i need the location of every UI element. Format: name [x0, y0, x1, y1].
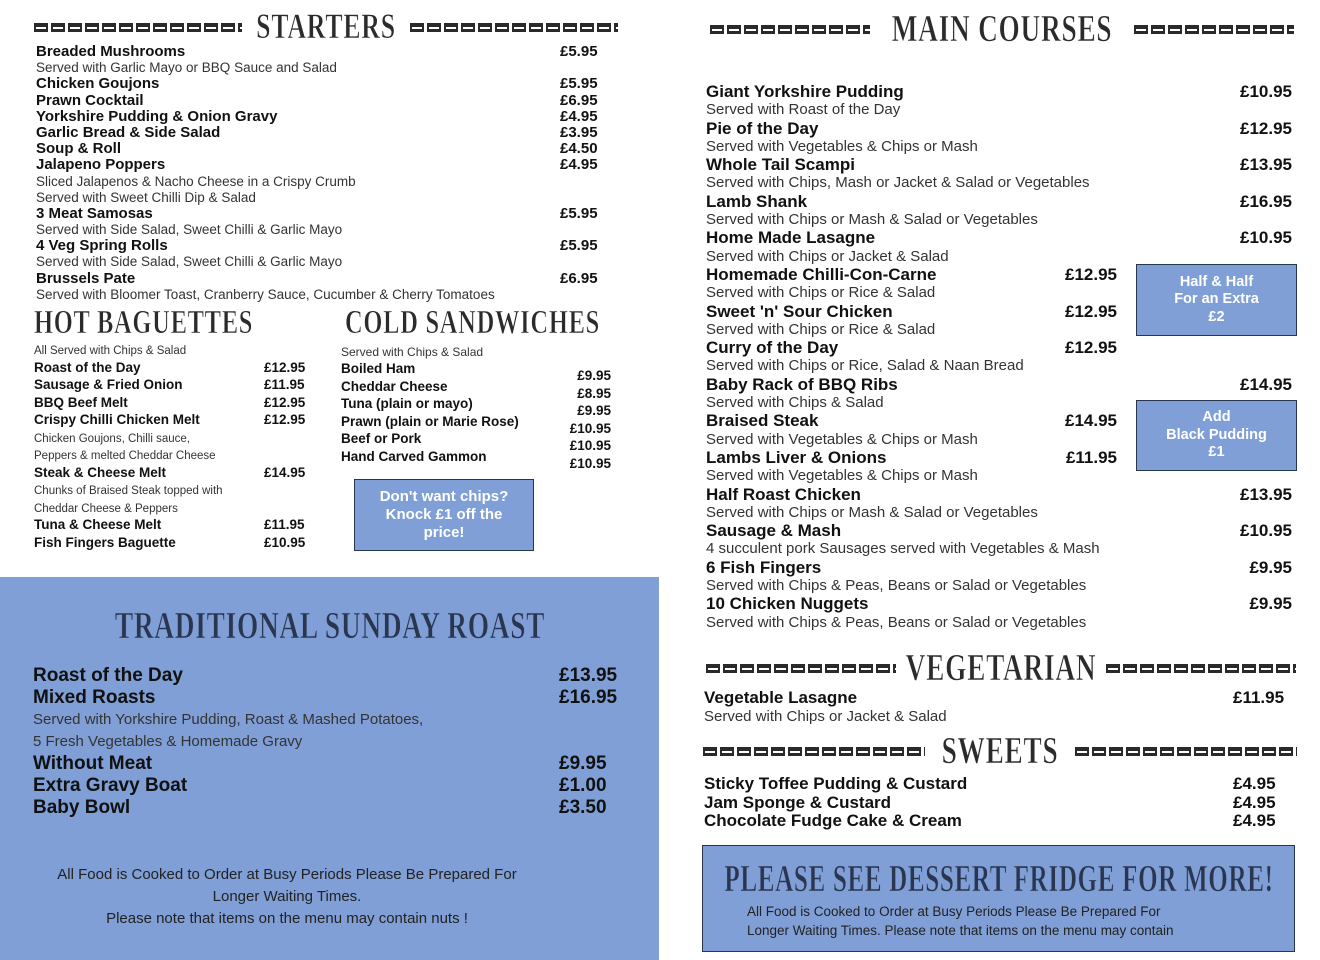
item-name: 4 Veg Spring Rolls [36, 237, 168, 255]
item-description [706, 540, 1294, 558]
item-name: Soup & Roll [36, 140, 121, 158]
menu-item [706, 193, 1294, 211]
item-price: £14.95 [1240, 374, 1292, 394]
divider [710, 25, 870, 34]
item-description [706, 577, 1294, 595]
item-name: Sweet 'n' Sour Chicken [706, 301, 893, 321]
mains-title: MAIN COURSES [891, 8, 1113, 50]
item-description [36, 254, 606, 270]
item-description [34, 446, 324, 464]
item-price: £11.95 [264, 377, 305, 392]
item-name: Whole Tail Scampi [706, 155, 855, 175]
menu-item [36, 93, 606, 109]
description-text: Served with Bloomer Toast, Cranberry Sauce, Cucumber & Cherry Tomatoes [36, 286, 495, 302]
description-text: All Served with Chips & Salad [34, 345, 187, 357]
item-name: Beef or Pork [341, 431, 422, 446]
dessert-notice [747, 902, 1173, 940]
item-price: £8.95 [577, 385, 611, 401]
menu-item [341, 378, 611, 401]
description-text: Served with Chips or Rice & Salad [706, 320, 936, 338]
description-text: Served with Chips or Jacket & Salad [706, 247, 949, 265]
item-description [706, 174, 1294, 192]
item-name: Without Meat [33, 753, 153, 774]
item-name: Roast of the Day [34, 359, 141, 375]
menu-item [33, 797, 633, 819]
item-price: £6.95 [560, 269, 598, 287]
item-name: Jalapeno Poppers [36, 156, 166, 174]
menu-item [704, 794, 1294, 813]
description-text: Served with Chips & Peas, Beans or Salad or Vegetables [706, 577, 1087, 595]
item-price: £12.95 [264, 359, 306, 375]
description-text: Served with Yorkshire Pudding, Roast & Mashed Potatoes, [33, 711, 424, 728]
divider [703, 747, 925, 756]
roast-list [33, 665, 633, 819]
description-text: Served with Chips or Mash & Salad or Vegetables [706, 211, 1038, 229]
item-name: Mixed Roasts [33, 687, 156, 708]
item-price: £16.95 [1240, 191, 1292, 211]
description-text: Served with Chips or Rice & Salad [706, 284, 936, 302]
description-text: Served with Vegetables & Chips or Mash [706, 430, 978, 448]
item-price: £13.95 [559, 665, 618, 686]
item-name: Breaded Mushrooms [36, 43, 186, 60]
item-name: 10 Chicken Nuggets [706, 594, 869, 614]
sandwiches-title: COLD SANDWICHES [345, 304, 600, 341]
item-price: £9.95 [1249, 594, 1292, 614]
item-name: Prawn (plain or Marie Rose) [341, 413, 519, 429]
item-name: Lambs Liver & Onions [706, 447, 887, 467]
item-name: Fish Fingers Baguette [34, 534, 176, 550]
item-name: Lamb Shank [706, 191, 808, 211]
description-text: 5 Fresh Vegetables & Homemade Gravy [33, 733, 303, 750]
menu-item [706, 339, 1294, 357]
menu-item [341, 360, 611, 383]
menu-item [36, 109, 606, 125]
item-price: £10.95 [569, 420, 611, 436]
item-description [33, 731, 633, 753]
divider [706, 664, 896, 673]
no-chips-offer [354, 479, 534, 551]
item-name: Curry of the Day [706, 338, 839, 358]
item-description [36, 174, 606, 190]
item-name: Baby Bowl [33, 797, 131, 818]
item-name: Garlic Bread & Side Salad [36, 123, 221, 141]
item-price: £10.95 [1240, 228, 1292, 248]
item-name: Jam Sponge & Custard [704, 792, 892, 812]
notice-line: All Food is Cooked to Order at Busy Periods Please Be Prepared For [747, 904, 1161, 919]
item-description [36, 60, 606, 76]
item-name: Sausage & Mash [706, 521, 842, 541]
offer-line: price! [423, 524, 465, 541]
item-price: £10.95 [264, 534, 306, 550]
item-price: £11.95 [264, 517, 305, 532]
menu-item [706, 376, 1294, 394]
description-text: Chunks of Braised Steak topped with [34, 485, 223, 497]
menu-item [36, 76, 606, 92]
item-name: Homemade Chilli-Con-Carne [706, 264, 937, 284]
item-price: £14.95 [1065, 411, 1117, 431]
item-price: £9.95 [559, 753, 607, 774]
sweets-title: SWEETS [941, 730, 1059, 772]
offer-line: Add [1202, 409, 1231, 426]
item-price: £6.95 [560, 91, 598, 109]
description-text: Peppers & melted Cheddar Cheese [34, 450, 216, 462]
item-price: £4.95 [560, 107, 598, 125]
item-price: £3.95 [560, 123, 598, 141]
menu-item [704, 812, 1294, 831]
item-price: £11.95 [1233, 688, 1285, 707]
half-and-half-offer [1136, 264, 1297, 336]
description-text: Served with Chips or Rice, Salad & Naan Bread [706, 357, 1024, 375]
menu-item [706, 83, 1294, 101]
menu-item [34, 516, 324, 534]
item-description [706, 101, 1294, 119]
description-text: Served with Side Salad, Sweet Chilli & Garlic Mayo [36, 254, 343, 270]
item-price: £14.95 [264, 464, 306, 480]
divider [34, 23, 242, 32]
notice-line: Longer Waiting Times. Please note that items on the menu may contain [747, 923, 1174, 938]
item-price: £12.95 [1240, 118, 1292, 138]
item-name: Chicken Goujons [36, 75, 160, 93]
item-price: £10.95 [569, 438, 611, 453]
item-price: £5.95 [560, 237, 598, 255]
description-text: Served with Roast of the Day [706, 101, 901, 119]
item-name: Steak & Cheese Melt [34, 464, 167, 480]
item-name: Tuna & Cheese Melt [34, 517, 162, 532]
description-text: Served with Vegetables & Chips or Mash [706, 137, 978, 155]
item-description [34, 499, 324, 517]
footer-line: Please note that items on the menu may contain nuts ! [106, 910, 468, 927]
description-text: Served with Chips & Salad [706, 394, 884, 412]
menu-item [34, 464, 324, 482]
dessert-title: PLEASE SEE DESSERT FRIDGE FOR MORE! [723, 858, 1274, 900]
offer-line: Don't want chips? [379, 488, 509, 505]
menu-item [33, 665, 633, 687]
item-name: Half Roast Chicken [706, 484, 861, 504]
menu-item [341, 413, 611, 436]
item-name: Home Made Lasagne [706, 228, 876, 248]
menu-item [36, 141, 606, 157]
footer-line: All Food is Cooked to Order at Busy Periods Please Be Prepared For [57, 866, 517, 883]
menu-item [706, 156, 1294, 174]
item-name: BBQ Beef Melt [34, 394, 128, 410]
menu-item [36, 125, 606, 141]
item-name: Vegetable Lasagne [704, 688, 858, 707]
description-text: 4 succulent pork Sausages served with Vegetables & Mash [706, 540, 1100, 558]
item-price: £10.95 [1240, 82, 1292, 101]
item-name: Chocolate Fudge Cake & Cream [704, 811, 962, 830]
menu-item [706, 559, 1294, 577]
roast-footer [20, 864, 554, 930]
menu-item [36, 238, 606, 254]
menu-item [706, 522, 1294, 540]
offer-line: Half & Half [1179, 273, 1254, 290]
item-description [34, 481, 324, 499]
item-price: £5.95 [560, 43, 598, 60]
menu-item [36, 157, 606, 173]
description-text: Cheddar Cheese & Peppers [34, 502, 178, 515]
item-description [34, 429, 324, 447]
footer-line: Longer Waiting Times. [212, 888, 362, 905]
description-text: Served with Garlic Mayo or BBQ Sauce and Salad [36, 60, 337, 76]
item-description [706, 357, 1294, 375]
item-name: Extra Gravy Boat [33, 775, 188, 796]
item-name: Hand Carved Gammon [341, 448, 487, 464]
description-text: Sliced Jalapenos & Nacho Cheese in a Crispy Crumb [36, 173, 356, 189]
starters-title: STARTERS [256, 6, 396, 46]
menu-item [34, 376, 324, 394]
item-price: £4.95 [1233, 811, 1276, 830]
menu-item [706, 486, 1294, 504]
item-name: Giant Yorkshire Pudding [706, 82, 904, 101]
sweets-header [703, 732, 1297, 770]
description-text: Served with Sweet Chilli Dip & Salad [36, 189, 256, 205]
divider [1075, 747, 1297, 756]
item-name: Crispy Chilli Chicken Melt [34, 412, 200, 427]
item-price: £13.95 [1240, 484, 1292, 504]
item-price: £4.95 [1233, 792, 1276, 812]
item-price: £12.95 [264, 412, 306, 427]
menu-item [704, 775, 1294, 794]
item-description [36, 222, 606, 238]
item-description [706, 211, 1294, 229]
item-price: £1.00 [559, 775, 607, 796]
description-text: Served with Vegetables & Chips or Mash [706, 467, 978, 485]
item-name: Sausage & Fried Onion [34, 377, 183, 392]
item-price: £13.95 [1240, 155, 1292, 175]
starters-header [34, 8, 618, 46]
item-price: £12.95 [1065, 264, 1117, 284]
item-name: Tuna (plain or mayo) [341, 396, 473, 411]
item-description [36, 287, 606, 303]
menu-item [36, 271, 606, 287]
divider [410, 23, 618, 32]
menu-item [341, 430, 611, 453]
menu-item [704, 688, 1294, 707]
item-description [706, 138, 1294, 156]
item-description [706, 504, 1294, 522]
item-price: £12.95 [1065, 301, 1117, 321]
item-description [34, 341, 324, 359]
item-description [33, 709, 633, 731]
item-name: Cheddar Cheese [341, 378, 448, 394]
item-name: Brussels Pate [36, 269, 136, 287]
item-name: Pie of the Day [706, 118, 819, 138]
description-text: Served with Chips or Jacket & Salad [704, 708, 947, 725]
menu-item [33, 753, 633, 775]
baguettes-list [34, 341, 324, 551]
item-price: £10.95 [1240, 521, 1292, 541]
menu-item [34, 359, 324, 377]
menu-item [34, 534, 324, 552]
menu-item [341, 395, 611, 418]
item-price: £4.95 [560, 156, 598, 174]
item-name: Prawn Cocktail [36, 91, 144, 109]
item-name: 6 Fish Fingers [706, 557, 822, 577]
menu-item [706, 229, 1294, 247]
offer-line: Knock £1 off the [385, 506, 503, 523]
item-name: Roast of the Day [33, 665, 183, 686]
offer-line: For an Extra [1174, 291, 1259, 308]
sandwiches-note: Served with Chips & Salad [341, 345, 484, 359]
sunday-roast-panel [0, 577, 659, 960]
menu-item [34, 394, 324, 412]
vegetarian-list [704, 688, 1294, 726]
item-description [704, 707, 1294, 726]
item-price: £4.95 [1233, 774, 1276, 793]
offer-line: £1 [1208, 444, 1225, 461]
item-price: £4.50 [560, 140, 598, 158]
divider [1106, 664, 1296, 673]
sweets-list [704, 775, 1294, 831]
vegetarian-title: VEGETARIAN [905, 647, 1097, 689]
item-price: £9.95 [1249, 557, 1292, 577]
roast-title: TRADITIONAL SUNDAY ROAST [114, 605, 545, 647]
item-price: £10.95 [569, 455, 611, 471]
menu-item [33, 775, 633, 797]
description-text: Served with Chips, Mash or Jacket & Salad or Vegetables [706, 174, 1090, 192]
item-price: £3.50 [559, 797, 607, 818]
description-text: Served with Chips & Peas, Beans or Salad or Vegetables [706, 613, 1087, 631]
item-name: Baby Rack of BBQ Ribs [706, 374, 898, 394]
dessert-fridge-banner [702, 845, 1295, 952]
item-price: £16.95 [559, 687, 618, 708]
item-description [706, 614, 1294, 632]
item-price: £5.95 [560, 75, 598, 93]
item-name: Yorkshire Pudding & Onion Gravy [36, 107, 278, 125]
menu-item [34, 411, 324, 429]
item-price: £9.95 [577, 368, 611, 383]
description-text: Served with Chips or Mash & Salad or Vegetables [706, 503, 1038, 521]
divider [1134, 25, 1294, 34]
menu-item [706, 120, 1294, 138]
mains-list [706, 83, 1294, 632]
vegetarian-header [706, 649, 1296, 687]
item-name: Braised Steak [706, 411, 819, 431]
menu-item [341, 448, 611, 471]
description-text: Chicken Goujons, Chilli sauce, [34, 432, 190, 445]
item-price: £9.95 [577, 403, 611, 418]
menu-item [36, 44, 606, 60]
black-pudding-offer [1136, 400, 1297, 471]
item-price: £12.95 [1065, 338, 1117, 358]
menu-item [36, 206, 606, 222]
sandwiches-list [341, 360, 611, 471]
item-price: £12.95 [264, 394, 306, 410]
starters-list [36, 44, 606, 303]
item-name: Boiled Ham [341, 361, 416, 376]
item-price: £5.95 [560, 204, 598, 222]
item-price: £11.95 [1065, 447, 1117, 467]
item-name: 3 Meat Samosas [36, 204, 153, 222]
item-name: Sticky Toffee Pudding & Custard [704, 774, 968, 793]
menu-item [33, 687, 633, 709]
mains-header [710, 10, 1294, 48]
offer-line: £2 [1208, 308, 1225, 325]
item-description [36, 190, 606, 206]
menu-item [706, 595, 1294, 613]
offer-line: Black Pudding [1166, 426, 1267, 443]
description-text: Served with Side Salad, Sweet Chilli & Garlic Mayo [36, 222, 343, 238]
baguettes-title: HOT BAGUETTES [34, 304, 254, 341]
